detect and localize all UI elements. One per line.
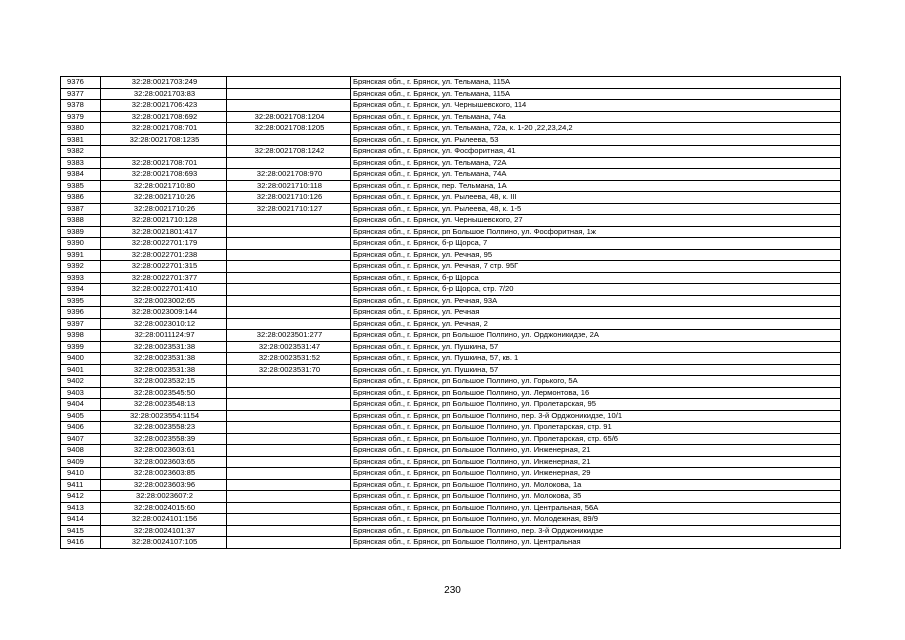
cadastral-number-cell: 32:28:0021710:26 bbox=[101, 192, 227, 204]
address-cell: Брянская обл., г. Брянск, пер. Тельмана, 1А bbox=[351, 180, 841, 192]
row-number-cell: 9413 bbox=[61, 502, 101, 514]
address-cell: Брянская обл., г. Брянск, ул. Тельмана, 115А bbox=[351, 88, 841, 100]
table-row bbox=[61, 307, 841, 319]
table-row bbox=[61, 169, 841, 181]
cadastral-number-cell: 32:28:0021801:417 bbox=[101, 226, 227, 238]
cadastral-number-cell bbox=[101, 146, 227, 158]
secondary-cadastral-number-cell: 32:28:0021708:970 bbox=[227, 169, 351, 181]
table-row bbox=[61, 123, 841, 135]
row-number-cell: 9389 bbox=[61, 226, 101, 238]
cadastral-number-cell: 32:28:0022701:410 bbox=[101, 284, 227, 296]
row-number-cell: 9396 bbox=[61, 307, 101, 319]
cadastral-number-cell: 32:28:0011124:97 bbox=[101, 330, 227, 342]
table-row bbox=[61, 77, 841, 89]
table-row bbox=[61, 261, 841, 273]
cadastral-number-cell: 32:28:0021703:83 bbox=[101, 88, 227, 100]
address-cell: Брянская обл., г. Брянск, рп Большое Полпино, ул. Фосфоритная, 1ж bbox=[351, 226, 841, 238]
table-row bbox=[61, 111, 841, 123]
cadastral-number-cell: 32:28:0023531:38 bbox=[101, 353, 227, 365]
table-row bbox=[61, 238, 841, 250]
table-row bbox=[61, 514, 841, 526]
row-number-cell: 9387 bbox=[61, 203, 101, 215]
row-number-cell: 9383 bbox=[61, 157, 101, 169]
row-number-cell: 9409 bbox=[61, 456, 101, 468]
table-row bbox=[61, 134, 841, 146]
row-number-cell: 9414 bbox=[61, 514, 101, 526]
address-cell: Брянская обл., г. Брянск, ул. Рылеева, 48, к. III bbox=[351, 192, 841, 204]
address-cell: Брянская обл., г. Брянск, рп Большое Полпино, ул. Лермонтова, 16 bbox=[351, 387, 841, 399]
property-table-body bbox=[61, 77, 841, 549]
cadastral-number-cell: 32:28:0023548:13 bbox=[101, 399, 227, 411]
cadastral-number-cell: 32:28:0023607:2 bbox=[101, 491, 227, 503]
cadastral-number-cell: 32:28:0023603:85 bbox=[101, 468, 227, 480]
table-row bbox=[61, 157, 841, 169]
row-number-cell: 9382 bbox=[61, 146, 101, 158]
row-number-cell: 9415 bbox=[61, 525, 101, 537]
row-number-cell: 9377 bbox=[61, 88, 101, 100]
secondary-cadastral-number-cell bbox=[227, 249, 351, 261]
cadastral-number-cell: 32:28:0021708:1235 bbox=[101, 134, 227, 146]
cadastral-number-cell: 32:28:0021708:692 bbox=[101, 111, 227, 123]
address-cell: Брянская обл., г. Брянск, рп Большое Полпино, ул. Орджоникидзе, 2А bbox=[351, 330, 841, 342]
secondary-cadastral-number-cell bbox=[227, 261, 351, 273]
secondary-cadastral-number-cell bbox=[227, 100, 351, 112]
cadastral-number-cell: 32:28:0021703:249 bbox=[101, 77, 227, 89]
address-cell: Брянская обл., г. Брянск, ул. Тельмана, 74А bbox=[351, 169, 841, 181]
table-row bbox=[61, 364, 841, 376]
secondary-cadastral-number-cell bbox=[227, 157, 351, 169]
table-row bbox=[61, 491, 841, 503]
cadastral-number-cell: 32:28:0024107:105 bbox=[101, 537, 227, 549]
cadastral-number-cell: 32:28:0021710:128 bbox=[101, 215, 227, 227]
row-number-cell: 9407 bbox=[61, 433, 101, 445]
row-number-cell: 9410 bbox=[61, 468, 101, 480]
secondary-cadastral-number-cell bbox=[227, 272, 351, 284]
row-number-cell: 9380 bbox=[61, 123, 101, 135]
table-row bbox=[61, 226, 841, 238]
secondary-cadastral-number-cell bbox=[227, 456, 351, 468]
address-cell: Брянская обл., г. Брянск, ул. Речная, 93А bbox=[351, 295, 841, 307]
table-row bbox=[61, 318, 841, 330]
secondary-cadastral-number-cell: 32:28:0021708:1242 bbox=[227, 146, 351, 158]
address-cell: Брянская обл., г. Брянск, рп Большое Полпино, ул. Инженерная, 21 bbox=[351, 445, 841, 457]
cadastral-number-cell: 32:28:0023010:12 bbox=[101, 318, 227, 330]
cadastral-number-cell: 32:28:0024015:60 bbox=[101, 502, 227, 514]
address-cell: Брянская обл., г. Брянск, ул. Пушкина, 57 bbox=[351, 341, 841, 353]
row-number-cell: 9390 bbox=[61, 238, 101, 250]
row-number-cell: 9391 bbox=[61, 249, 101, 261]
address-cell: Брянская обл., г. Брянск, ул. Тельмана, 72А bbox=[351, 157, 841, 169]
table-row bbox=[61, 387, 841, 399]
secondary-cadastral-number-cell: 32:28:0023531:47 bbox=[227, 341, 351, 353]
table-row bbox=[61, 479, 841, 491]
address-cell: Брянская обл., г. Брянск, рп Большое Полпино, ул. Инженерная, 21 bbox=[351, 456, 841, 468]
cadastral-number-cell: 32:28:0023603:61 bbox=[101, 445, 227, 457]
table-row bbox=[61, 502, 841, 514]
table-row bbox=[61, 272, 841, 284]
address-cell: Брянская обл., г. Брянск, б-р Щорса bbox=[351, 272, 841, 284]
secondary-cadastral-number-cell bbox=[227, 226, 351, 238]
table-row bbox=[61, 192, 841, 204]
secondary-cadastral-number-cell bbox=[227, 238, 351, 250]
table-row bbox=[61, 376, 841, 388]
address-cell: Брянская обл., г. Брянск, рп Большое Полпино, пер. 3-й Орджоникидзе, 10/1 bbox=[351, 410, 841, 422]
secondary-cadastral-number-cell: 32:28:0021708:1205 bbox=[227, 123, 351, 135]
secondary-cadastral-number-cell bbox=[227, 537, 351, 549]
address-cell: Брянская обл., г. Брянск, рп Большое Полпино, ул. Пролетарская, стр. 91 bbox=[351, 422, 841, 434]
page-number: 230 bbox=[444, 585, 461, 596]
address-cell: Брянская обл., г. Брянск, ул. Тельмана, 72а, к. 1-20 ,22,23,24,2 bbox=[351, 123, 841, 135]
cadastral-number-cell: 32:28:0023554:1154 bbox=[101, 410, 227, 422]
cadastral-number-cell: 32:28:0024101:37 bbox=[101, 525, 227, 537]
address-cell: Брянская обл., г. Брянск, ул. Рылеева, 48, к. 1-5 bbox=[351, 203, 841, 215]
address-cell: Брянская обл., г. Брянск, рп Большое Полпино, ул. Горького, 5А bbox=[351, 376, 841, 388]
table-row bbox=[61, 399, 841, 411]
secondary-cadastral-number-cell: 32:28:0021710:126 bbox=[227, 192, 351, 204]
address-cell: Брянская обл., г. Брянск, рп Большое Полпино, ул. Молокова, 35 bbox=[351, 491, 841, 503]
cadastral-number-cell: 32:28:0022701:315 bbox=[101, 261, 227, 273]
cadastral-number-cell: 32:28:0023002:65 bbox=[101, 295, 227, 307]
secondary-cadastral-number-cell bbox=[227, 491, 351, 503]
row-number-cell: 9402 bbox=[61, 376, 101, 388]
address-cell: Брянская обл., г. Брянск, рп Большое Полпино, ул. Молокова, 1а bbox=[351, 479, 841, 491]
row-number-cell: 9381 bbox=[61, 134, 101, 146]
cadastral-number-cell: 32:28:0023531:38 bbox=[101, 341, 227, 353]
row-number-cell: 9388 bbox=[61, 215, 101, 227]
row-number-cell: 9399 bbox=[61, 341, 101, 353]
row-number-cell: 9408 bbox=[61, 445, 101, 457]
secondary-cadastral-number-cell bbox=[227, 525, 351, 537]
cadastral-number-cell: 32:28:0024101:156 bbox=[101, 514, 227, 526]
cadastral-number-cell: 32:28:0023603:96 bbox=[101, 479, 227, 491]
row-number-cell: 9385 bbox=[61, 180, 101, 192]
row-number-cell: 9400 bbox=[61, 353, 101, 365]
row-number-cell: 9411 bbox=[61, 479, 101, 491]
table-row bbox=[61, 468, 841, 480]
row-number-cell: 9406 bbox=[61, 422, 101, 434]
address-cell: Брянская обл., г. Брянск, рп Большое Полпино, ул. Центральная, 56А bbox=[351, 502, 841, 514]
row-number-cell: 9416 bbox=[61, 537, 101, 549]
cadastral-number-cell: 32:28:0022701:238 bbox=[101, 249, 227, 261]
table-row bbox=[61, 525, 841, 537]
cadastral-number-cell: 32:28:0021708:693 bbox=[101, 169, 227, 181]
secondary-cadastral-number-cell bbox=[227, 77, 351, 89]
address-cell: Брянская обл., г. Брянск, рп Большое Полпино, пер. 3-й Орджоникидзе bbox=[351, 525, 841, 537]
row-number-cell: 9405 bbox=[61, 410, 101, 422]
address-cell: Брянская обл., г. Брянск, ул. Чернышевского, 27 bbox=[351, 215, 841, 227]
secondary-cadastral-number-cell bbox=[227, 318, 351, 330]
row-number-cell: 9395 bbox=[61, 295, 101, 307]
address-cell: Брянская обл., г. Брянск, рп Большое Полпино, ул. Пролетарская, стр. 65/6 bbox=[351, 433, 841, 445]
secondary-cadastral-number-cell: 32:28:0023531:70 bbox=[227, 364, 351, 376]
cadastral-number-cell: 32:28:0021710:80 bbox=[101, 180, 227, 192]
cadastral-number-cell: 32:28:0023545:50 bbox=[101, 387, 227, 399]
cadastral-number-cell: 32:28:0023532:15 bbox=[101, 376, 227, 388]
secondary-cadastral-number-cell bbox=[227, 502, 351, 514]
secondary-cadastral-number-cell bbox=[227, 445, 351, 457]
cadastral-number-cell: 32:28:0022701:179 bbox=[101, 238, 227, 250]
property-table bbox=[60, 76, 841, 549]
address-cell: Брянская обл., г. Брянск, ул. Речная, 7 стр. 95Г bbox=[351, 261, 841, 273]
address-cell: Брянская обл., г. Брянск, ул. Речная bbox=[351, 307, 841, 319]
table-row bbox=[61, 422, 841, 434]
row-number-cell: 9412 bbox=[61, 491, 101, 503]
address-cell: Брянская обл., г. Брянск, б-р Щорса, стр. 7/20 bbox=[351, 284, 841, 296]
cadastral-number-cell: 32:28:0021710:26 bbox=[101, 203, 227, 215]
table-row bbox=[61, 295, 841, 307]
address-cell: Брянская обл., г. Брянск, ул. Тельмана, 115А bbox=[351, 77, 841, 89]
secondary-cadastral-number-cell bbox=[227, 284, 351, 296]
row-number-cell: 9398 bbox=[61, 330, 101, 342]
secondary-cadastral-number-cell bbox=[227, 376, 351, 388]
table-row bbox=[61, 88, 841, 100]
cadastral-number-cell: 32:28:0021708:701 bbox=[101, 123, 227, 135]
secondary-cadastral-number-cell bbox=[227, 215, 351, 227]
address-cell: Брянская обл., г. Брянск, ул. Рылеева, 53 bbox=[351, 134, 841, 146]
secondary-cadastral-number-cell: 32:28:0021710:118 bbox=[227, 180, 351, 192]
address-cell: Брянская обл., г. Брянск, рп Большое Полпино, ул. Молодежная, 89/9 bbox=[351, 514, 841, 526]
secondary-cadastral-number-cell bbox=[227, 422, 351, 434]
table-row bbox=[61, 146, 841, 158]
cadastral-number-cell: 32:28:0021706:423 bbox=[101, 100, 227, 112]
secondary-cadastral-number-cell: 32:28:0021708:1204 bbox=[227, 111, 351, 123]
row-number-cell: 9397 bbox=[61, 318, 101, 330]
row-number-cell: 9393 bbox=[61, 272, 101, 284]
secondary-cadastral-number-cell bbox=[227, 479, 351, 491]
cadastral-number-cell: 32:28:0023009:144 bbox=[101, 307, 227, 319]
secondary-cadastral-number-cell bbox=[227, 399, 351, 411]
row-number-cell: 9379 bbox=[61, 111, 101, 123]
table-row bbox=[61, 410, 841, 422]
address-cell: Брянская обл., г. Брянск, ул. Речная, 95 bbox=[351, 249, 841, 261]
table-row bbox=[61, 284, 841, 296]
cadastral-number-cell: 32:28:0022701:377 bbox=[101, 272, 227, 284]
secondary-cadastral-number-cell bbox=[227, 134, 351, 146]
table-row bbox=[61, 537, 841, 549]
secondary-cadastral-number-cell bbox=[227, 410, 351, 422]
table-row bbox=[61, 445, 841, 457]
secondary-cadastral-number-cell bbox=[227, 88, 351, 100]
secondary-cadastral-number-cell bbox=[227, 307, 351, 319]
address-cell: Брянская обл., г. Брянск, ул. Речная, 2 bbox=[351, 318, 841, 330]
table-row bbox=[61, 180, 841, 192]
secondary-cadastral-number-cell: 32:28:0023501:277 bbox=[227, 330, 351, 342]
secondary-cadastral-number-cell bbox=[227, 295, 351, 307]
cadastral-number-cell: 32:28:0023558:23 bbox=[101, 422, 227, 434]
secondary-cadastral-number-cell: 32:28:0021710:127 bbox=[227, 203, 351, 215]
address-cell: Брянская обл., г. Брянск, рп Большое Полпино, ул. Центральная bbox=[351, 537, 841, 549]
table-row bbox=[61, 203, 841, 215]
address-cell: Брянская обл., г. Брянск, ул. Тельмана, 74а bbox=[351, 111, 841, 123]
row-number-cell: 9378 bbox=[61, 100, 101, 112]
table-row bbox=[61, 353, 841, 365]
table-row bbox=[61, 249, 841, 261]
address-cell: Брянская обл., г. Брянск, ул. Чернышевского, 114 bbox=[351, 100, 841, 112]
cadastral-number-cell: 32:28:0023531:38 bbox=[101, 364, 227, 376]
row-number-cell: 9376 bbox=[61, 77, 101, 89]
address-cell: Брянская обл., г. Брянск, ул. Пушкина, 57 bbox=[351, 364, 841, 376]
secondary-cadastral-number-cell bbox=[227, 468, 351, 480]
row-number-cell: 9394 bbox=[61, 284, 101, 296]
table-row bbox=[61, 456, 841, 468]
address-cell: Брянская обл., г. Брянск, рп Большое Полпино, ул. Инженерная, 29 bbox=[351, 468, 841, 480]
cadastral-number-cell: 32:28:0021708:701 bbox=[101, 157, 227, 169]
row-number-cell: 9404 bbox=[61, 399, 101, 411]
table-row bbox=[61, 100, 841, 112]
cadastral-number-cell: 32:28:0023558:39 bbox=[101, 433, 227, 445]
row-number-cell: 9401 bbox=[61, 364, 101, 376]
table-row bbox=[61, 215, 841, 227]
table-row bbox=[61, 330, 841, 342]
secondary-cadastral-number-cell bbox=[227, 433, 351, 445]
secondary-cadastral-number-cell bbox=[227, 514, 351, 526]
address-cell: Брянская обл., г. Брянск, ул. Фосфоритная, 41 bbox=[351, 146, 841, 158]
address-cell: Брянская обл., г. Брянск, б-р Щорса, 7 bbox=[351, 238, 841, 250]
row-number-cell: 9386 bbox=[61, 192, 101, 204]
cadastral-number-cell: 32:28:0023603:65 bbox=[101, 456, 227, 468]
secondary-cadastral-number-cell: 32:28:0023531:52 bbox=[227, 353, 351, 365]
table-row bbox=[61, 341, 841, 353]
row-number-cell: 9392 bbox=[61, 261, 101, 273]
row-number-cell: 9403 bbox=[61, 387, 101, 399]
table-row bbox=[61, 433, 841, 445]
row-number-cell: 9384 bbox=[61, 169, 101, 181]
address-cell: Брянская обл., г. Брянск, рп Большое Полпино, ул. Пролетарская, 95 bbox=[351, 399, 841, 411]
address-cell: Брянская обл., г. Брянск, ул. Пушкина, 57, кв. 1 bbox=[351, 353, 841, 365]
secondary-cadastral-number-cell bbox=[227, 387, 351, 399]
